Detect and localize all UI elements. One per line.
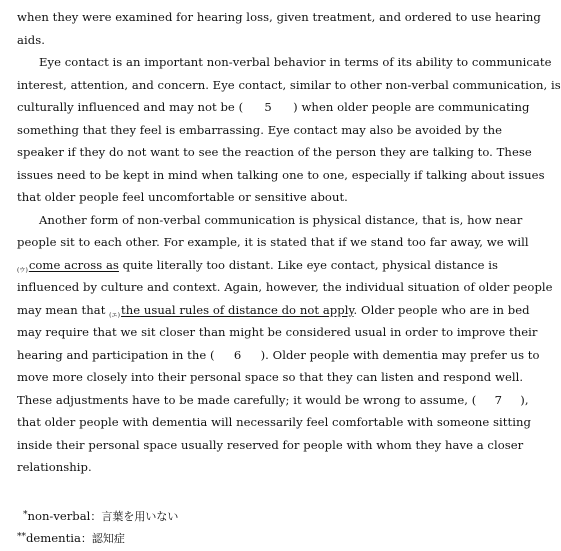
underline-marker-e: (エ) [109, 311, 120, 319]
passage-line: when they were examined for hearing loss, given treatment, and ordered to use hearing [17, 10, 541, 24]
passage-text: may mean that [17, 302, 110, 317]
blank-6: 6 [233, 347, 242, 362]
passage-line [17, 254, 517, 277]
passage-line: relationship. [17, 460, 92, 474]
passage-text: These adjustments have to be made carefully; it would be wrong to assume, ( [17, 392, 477, 407]
passage-line: that older people with dementia will necessarily feel comfortable with someone sitting [17, 415, 531, 429]
passage-line: aids. [17, 32, 45, 47]
passage-line [17, 389, 529, 412]
footnote-gloss: 認知症 [91, 531, 125, 545]
underline-marker-u: (ウ) [17, 266, 28, 274]
passage-line: Another form of non-verbal communication is physical distance, that is, how near [39, 212, 523, 227]
footnote-term: dementia [26, 530, 81, 545]
footnote-mark: ** [17, 531, 26, 542]
passage-text: . Older people who are in bed [353, 302, 530, 317]
blank-7: 7 [494, 392, 502, 407]
passage-line: move more closely into their personal space so that they can listen and respond well. [17, 370, 524, 384]
passage-line: something that they feel is embarrassing. Eye contact may also be avoided by the [17, 122, 503, 137]
passage-text: culturally influenced and may not be ( [17, 100, 244, 114]
spacer [17, 479, 517, 505]
passage-text: hearing and participation in the ( [17, 347, 215, 362]
passage-text: ) when older people are communicating [293, 100, 530, 114]
passage-line: may require that we sit closer than might be considered usual in order to improve their [17, 325, 538, 339]
passage-text: ). Older people with dementia may prefer us to [260, 347, 540, 362]
passage-text: quite literally too distant. Like eye contact, physical distance is [118, 257, 498, 272]
exam-passage [17, 6, 561, 549]
footnote-non-verbal: *non-verbal：言葉を用いない [23, 508, 179, 523]
passage-line: speaker if they do not want to see the reaction of the person they are talking to. These [17, 145, 532, 159]
footnote-gloss: 言葉を用いない [101, 509, 179, 523]
passage-line: Eye contact is an important non-verbal behavior in terms of its ability to communicate [39, 55, 552, 69]
passage-line [17, 344, 540, 367]
blank-5: 5 [264, 100, 272, 114]
footnote-dementia: **dementia：認知症 [17, 530, 125, 545]
passage-line [17, 96, 530, 119]
passage-line: that older people feel uncomfortable or sensitive about. [17, 190, 348, 204]
passage-line: interest, attention, and concern. Eye contact, similar to other non-verbal communication, is [17, 77, 561, 92]
passage-line: issues need to be kept in mind when talking one to one, especially if talking about issues [17, 167, 545, 182]
passage-line: influenced by culture and context. Again, however, the individual situation of older people [17, 280, 553, 294]
passage-text: ), [520, 392, 529, 407]
footnote-term: non-verbal [27, 508, 91, 523]
underlined-phrase-u: come across as [28, 257, 119, 272]
footnote-mark: * [23, 509, 28, 520]
passage-line [17, 299, 530, 322]
passage-line: people sit to each other. For example, it is stated that if we stand too far away, we will [17, 235, 529, 249]
passage-line: inside their personal space usually reserved for people with whom they have a closer [17, 437, 524, 452]
underlined-phrase-e: the usual rules of distance do not apply [121, 302, 354, 317]
